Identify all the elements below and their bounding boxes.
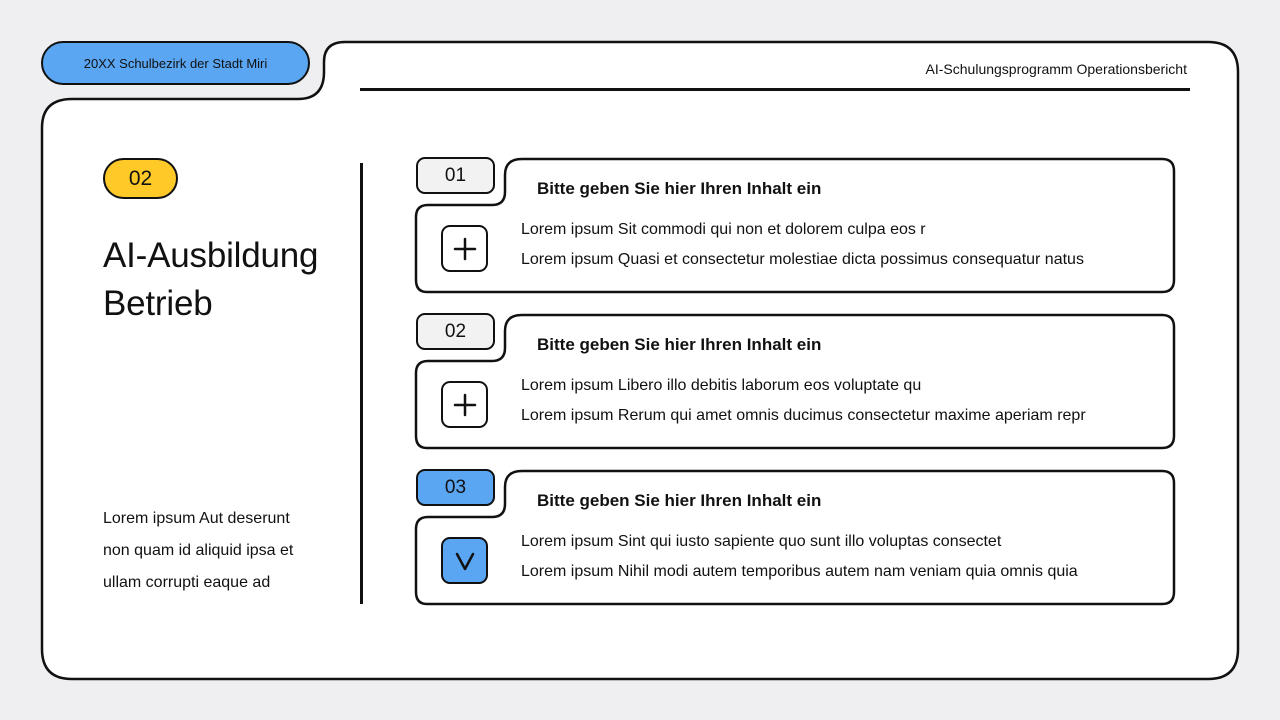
plus-icon bbox=[441, 381, 488, 428]
district-label bbox=[41, 41, 310, 85]
item-text-line: Lorem ipsum Libero illo debitis laborum eos voluptate qu bbox=[521, 377, 922, 394]
list-item bbox=[414, 313, 1176, 451]
section-number: 02 bbox=[128, 166, 153, 190]
section-description bbox=[103, 503, 333, 599]
district-label-text: 20XX Schulbezirk der Stadt Miri bbox=[83, 55, 268, 71]
item-text-line: Lorem ipsum Quasi et consectetur molestiae dicta possimus consequatur natus bbox=[521, 251, 1084, 268]
item-number-tab bbox=[416, 157, 495, 194]
item-title: Bitte geben Sie hier Ihren Inhalt ein bbox=[537, 335, 822, 354]
header-divider bbox=[360, 88, 1190, 91]
item-number: 02 bbox=[444, 320, 467, 342]
list-item bbox=[414, 469, 1176, 607]
check-icon bbox=[441, 537, 488, 584]
item-text-line: Lorem ipsum Nihil modi autem temporibus autem nam veniam quia omnis quia bbox=[521, 563, 1078, 580]
item-number: 01 bbox=[444, 164, 467, 186]
item-title: Bitte geben Sie hier Ihren Inhalt ein bbox=[537, 179, 822, 198]
page-title-line-2: Betrieb bbox=[103, 284, 213, 323]
item-text-line: Lorem ipsum Rerum qui amet omnis ducimus consectetur maxime aperiam repr bbox=[521, 407, 1086, 424]
item-text-line: Lorem ipsum Sit commodi qui non et dolorem culpa eos r bbox=[521, 221, 926, 238]
description-line: Lorem ipsum Aut deserunt bbox=[103, 510, 290, 527]
description-line: non quam id aliquid ipsa et bbox=[103, 542, 294, 559]
vertical-divider bbox=[360, 163, 363, 604]
description-line: ullam corrupti eaque ad bbox=[103, 574, 271, 591]
item-number-tab bbox=[416, 313, 495, 350]
plus-icon bbox=[441, 225, 488, 272]
item-title: Bitte geben Sie hier Ihren Inhalt ein bbox=[537, 491, 822, 510]
page-title bbox=[103, 232, 318, 328]
item-number-tab bbox=[416, 469, 495, 506]
section-number-badge bbox=[103, 158, 178, 199]
list-item bbox=[414, 157, 1176, 295]
page-title-line-1: AI-Ausbildung bbox=[103, 236, 319, 275]
item-text-line: Lorem ipsum Sint qui iusto sapiente quo sunt illo voluptas consectet bbox=[521, 533, 1002, 550]
item-number: 03 bbox=[444, 476, 467, 498]
report-title: AI-Schulungsprogramm Operationsbericht bbox=[925, 61, 1187, 77]
